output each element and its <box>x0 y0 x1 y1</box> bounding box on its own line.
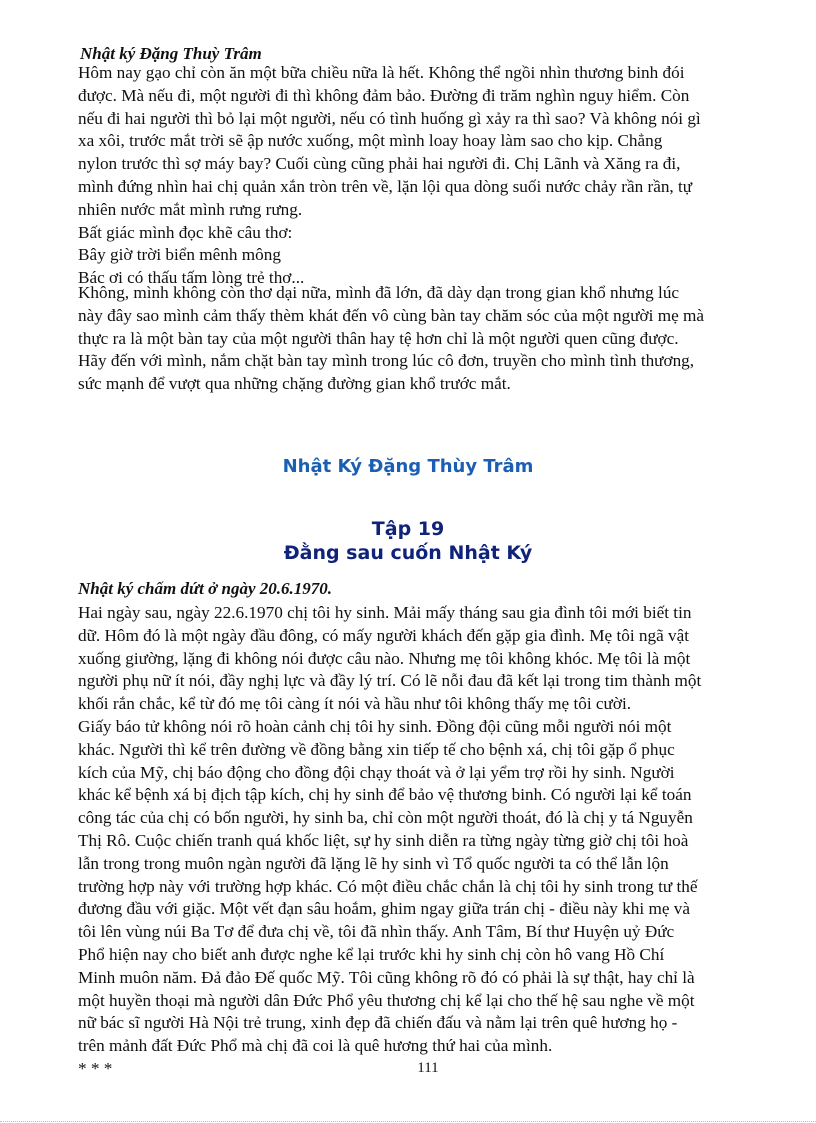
text-line: trên mảnh đất Đức Phổ mà chị đã coi là quê hương thứ hai của mình. <box>78 1036 553 1056</box>
text-line: nylon trước thì sợ máy bay? Cuối cùng cũng phải hai người đi. Chị Lãnh và Xăng ra đi, <box>78 154 681 174</box>
text-line: Hôm nay gạo chỉ còn ăn một bữa chiều nữa là hết. Không thể ngồi nhìn thương binh đói <box>78 63 685 82</box>
chapter-number: Tập 19 <box>371 518 445 540</box>
text-line: Hai ngày sau, ngày 22.6.1970 chị tôi hy sinh. Mải mấy tháng sau gia đình tôi mới biết tin <box>78 603 692 622</box>
intro-paragraph-2 <box>78 282 778 396</box>
text-line: sức mạnh để vượt qua những chặng đường gian khổ trước mắt. <box>78 374 511 394</box>
text-line: nếu đi hai người thì bỏ lại một người, nếu có tình huống gì xảy ra thì sao? Và không nói gì <box>78 108 701 128</box>
text-line: Không, mình không còn thơ dại nữa, mình đã lớn, đã dày dạn trong gian khổ nhưng lúc <box>78 283 680 302</box>
page-bottom-divider <box>0 1121 816 1122</box>
running-header: Nhật ký Đặng Thuỳ Trâm <box>80 44 262 63</box>
section-body <box>78 602 778 1081</box>
text-line: Giấy báo tử không nói rõ hoàn cảnh chị tôi hy sinh. Đồng đội cũng mỗi người nói một <box>78 716 672 736</box>
text-line: công tác của chị có bốn người, hy sinh ba, chỉ còn một người thoát, đó là chị y tá Nguyễn <box>78 808 693 828</box>
text-line: Bất giác mình đọc khẽ câu thơ: <box>78 222 293 242</box>
text-line: tôi lên vùng núi Ba Tơ để đưa chị về, tôi đã nhìn thấy. Anh Tâm, Bí thư Huyện uỷ Đức <box>78 922 675 942</box>
text-line: mình đứng nhìn hai chị quản xắn tròn trên về, lặn lội qua dòng suối nước chảy rần rần, tự <box>78 176 693 196</box>
text-line: khối rắn chắc, kể từ đó mẹ tôi càng ít nói và hầu như tôi không thấy mẹ tôi cười. <box>78 694 632 714</box>
text-line: khác. Người thì kể trên đường về đồng bằng xin tiếp tế cho bệnh xá, chị tôi gặp ổ phục <box>78 739 675 759</box>
poem-line: Bây giờ trời biển mênh mông <box>78 245 281 265</box>
text-line: Phổ hiện nay cho biết anh được nghe kể lại trước khi hy sinh chị còn hô vang Hồ Chí <box>78 944 665 964</box>
text-line: lẫn trong trong muôn ngàn người đã lặng lẽ hy sinh vì Tổ quốc người ta có thể lẫn lộn <box>78 853 669 873</box>
text-line: xa xôi, trước mắt trời sẽ ập nước xuống, một mình loay hoay làm sao cho kịp. Chẳng <box>78 131 663 151</box>
text-line: đương đầu với giặc. Một vết đạn sâu hoắm, ghim ngay giữa trán chị - điều này khi mẹ và <box>78 899 690 919</box>
poem-line: Bác ơi có thấu tấm lòng trẻ thơ... <box>78 268 305 288</box>
text-line: Hãy đến với mình, nắm chặt bàn tay mình trong lúc cô đơn, truyền cho mình tình thương, <box>78 351 695 371</box>
section-heading: Nhật ký chấm dứt ở ngày 20.6.1970. <box>78 579 333 598</box>
text-line: kích của Mỹ, chị báo động cho đồng đội chạy thoát và ở lại yểm trợ rồi hy sinh. Người <box>78 762 675 782</box>
text-line: trường hợp này với trường hợp khác. Có một điều chắc chắn là chị tôi hy sinh trong tư thế <box>78 876 698 896</box>
text-line: nhiên nước mắt mình rưng rưng. <box>78 199 303 219</box>
text-line: Minh muôn năm. Đả đảo Đế quốc Mỹ. Tôi cũng không rõ đó có phải là sự thật, hay chỉ là <box>78 967 695 987</box>
intro-paragraph <box>78 62 778 290</box>
book-title: Nhật Ký Đặng Thùy Trâm <box>282 456 534 477</box>
text-line: một huyền thoại mà người dân Đức Phổ yêu thương chị kể lại cho thế hệ sau nghe về một <box>78 990 695 1010</box>
text-line: người phụ nữ ít nói, đầy nghị lực và đầy lý trí. Có lẽ nỗi đau đã kết lại trong tim thành một <box>78 671 702 691</box>
text-line: Thị Rô. Cuộc chiến tranh quá khốc liệt, sự hy sinh diễn ra từng ngày từng giờ chị tôi hoà <box>78 830 689 850</box>
text-line: dữ. Hôm đó là một ngày đầu đông, có mấy người khách đến gặp gia đình. Mẹ tôi ngã vật <box>78 625 690 645</box>
section-separator: * * * <box>78 1058 113 1078</box>
text-line: khác kể bệnh xá bị địch tập kích, chị hy sinh để bảo vệ thương binh. Có người lại kể toán <box>78 785 692 805</box>
text-line: thực ra là một bàn tay của một người thân hay tệ hơn chỉ là một người quen cũng được. <box>78 328 679 348</box>
page-number: 111 <box>417 1060 439 1076</box>
text-line: được. Mà nếu đi, một người đi thì không đảm bảo. Đường đi trăm nghìn nguy hiểm. Còn <box>78 85 690 105</box>
text-line: xuống giường, lặng đi không nói được câu nào. Nhưng mẹ tôi không khóc. Mẹ tôi là một <box>78 648 691 668</box>
text-line: này đây sao mình cảm thấy thèm khát đến vô cùng bàn tay chăm sóc của một người mẹ mà <box>78 305 705 325</box>
text-line: nữ bác sĩ người Hà Nội trẻ trung, xinh đẹp đã chiến đấu và nằm lại trên quê hương họ - <box>78 1013 678 1033</box>
chapter-title: Đằng sau cuốn Nhật Ký <box>283 542 533 564</box>
